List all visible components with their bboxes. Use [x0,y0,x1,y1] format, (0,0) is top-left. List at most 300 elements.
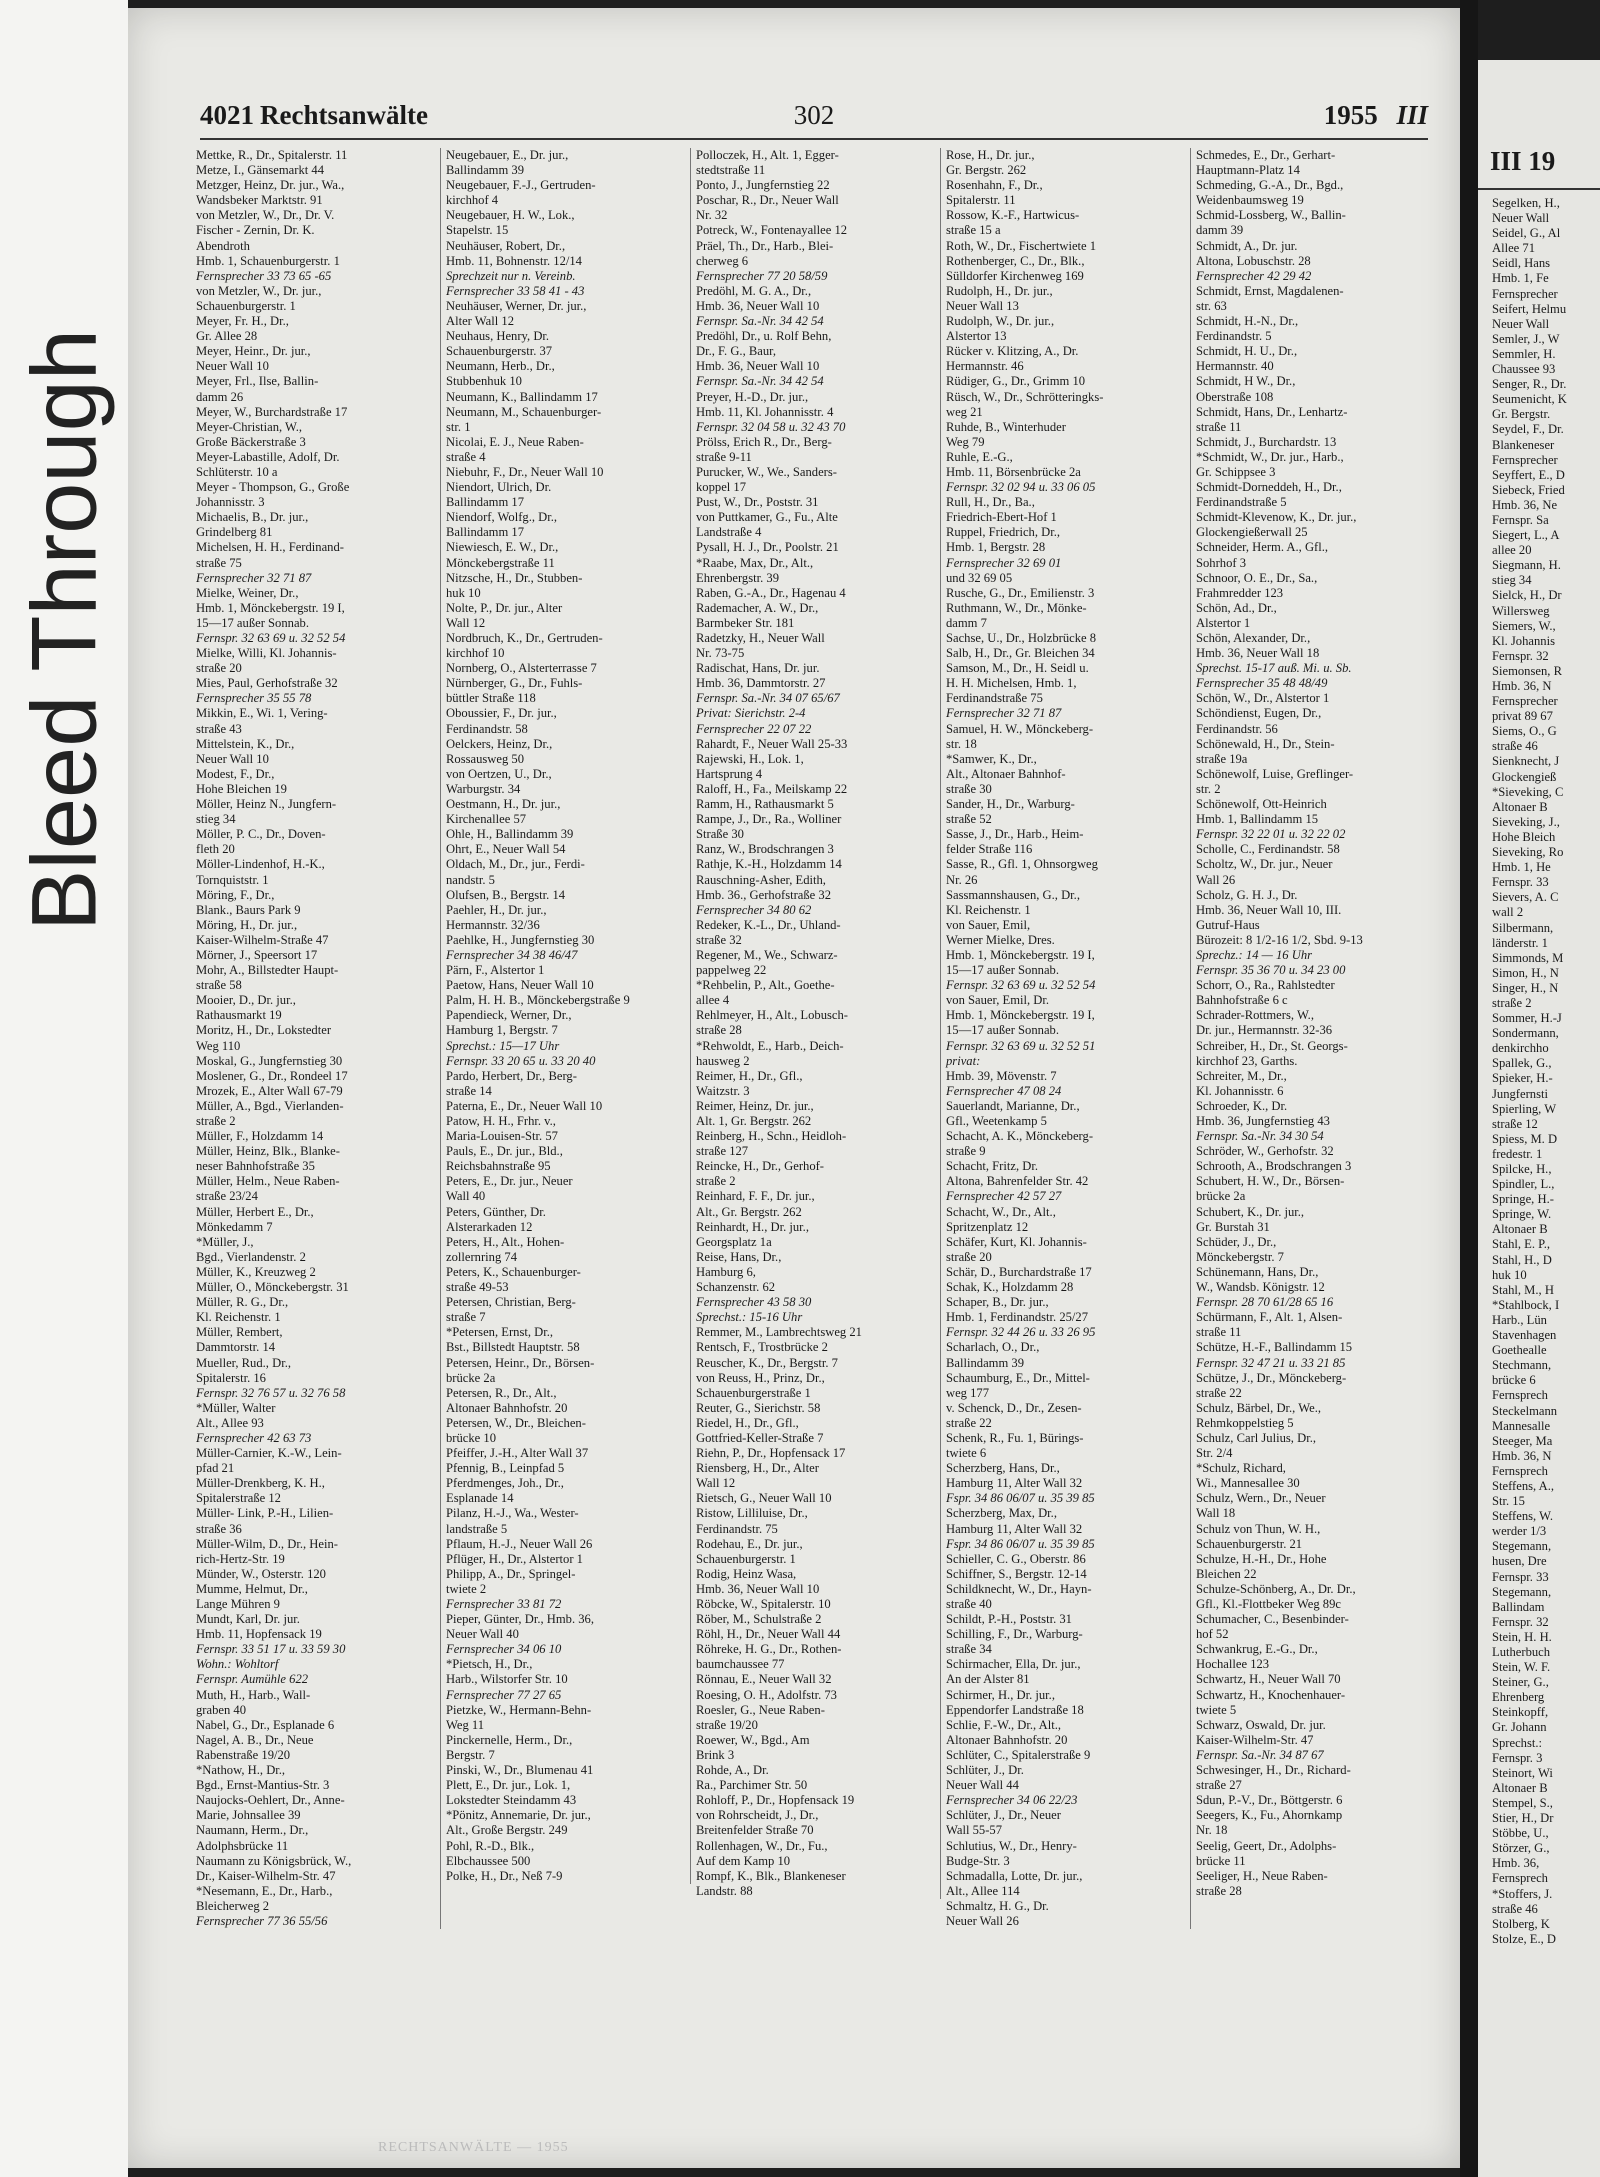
directory-entry [696,873,934,918]
directory-entry [1196,1235,1434,1265]
directory-entry [446,1386,684,1416]
facing-page-line: Neuer Wall [1492,316,1550,331]
entry-detail-line: Sprechst.: 15-16 Uhr [696,1310,803,1325]
entry-detail-line: Friedrich-Ebert-Hof 1 [946,510,1057,525]
entry-detail-line: straße 36 [196,1521,242,1536]
directory-entry [196,706,434,736]
entry-detail-line: Rehmkoppelstieg 5 [1196,1415,1294,1430]
entry-name-line: Ruthmann, W., Dr., Mönke- [946,600,1087,615]
entry-name-line: Schieller, C. G., Oberstr. 86 [946,1551,1086,1566]
entry-name-line: Raben, G.-A., Dr., Hagenau 4 [696,585,846,600]
entry-name-line: Neumann, M., Schauenburger- [446,404,602,419]
directory-entry [696,1129,934,1159]
entry-detail-line: Hmb. 1, Schauenburgerstr. 1 [196,253,340,268]
entry-detail-line: privat: [946,1053,981,1068]
entry-detail-line: nandstr. 5 [446,872,495,887]
directory-entry [696,1189,934,1219]
entry-name-line: Neuhäuser, Robert, Dr., [446,238,566,253]
entry-detail-line: Fernsprecher 32 71 87 [196,570,312,585]
directory-entry [946,1371,1184,1401]
entry-detail-line: Weg 110 [196,1038,241,1053]
directory-entry [946,1129,1184,1159]
entry-name-line: Pinckernelle, Herm., Dr., [446,1732,573,1747]
entry-name-line: Sasse, R., Gfl. 1, Ohnsorgweg [946,857,1098,872]
entry-detail-line: Alt. 1, Gr. Bergstr. 262 [696,1114,812,1128]
directory-entry [446,359,684,389]
directory-entry [1196,691,1434,706]
entry-detail-line: Auf dem Kamp 10 [696,1853,791,1868]
directory-entry [946,631,1184,646]
entry-name-line: Remmer, M., Lambrechtsweg 21 [696,1325,862,1340]
directory-entry [1196,344,1434,374]
directory-entry [196,148,434,163]
entry-detail-line: Landstraße 4 [696,525,762,540]
directory-entry [1196,1340,1434,1370]
entry-detail-line: An der Alster 81 [946,1672,1030,1687]
directory-entry [446,963,684,978]
entry-name-line: Mettke, R., Dr., Spitalerstr. 11 [196,148,348,162]
directory-entry [696,239,934,284]
directory-entry [196,857,434,887]
entry-detail-line: Ehrenbergstr. 39 [696,570,780,585]
directory-entry [196,163,434,178]
directory-entry [1196,1869,1434,1899]
entry-detail-line: huk 10 [446,585,481,600]
directory-entry [196,1582,434,1612]
entry-detail-line: Hermannstr. 40 [1196,359,1274,374]
entry-detail-line: straße 22 [1196,1385,1242,1400]
facing-page-line: Stolze, E., D [1492,1931,1557,1946]
entry-detail-line: Werner Mielke, Dres. [946,932,1055,947]
entry-detail-line: Fernsprecher 42 63 73 [196,1430,312,1445]
directory-entry [946,525,1184,585]
entry-name-line: Rosenhahn, F., Dr., [946,178,1043,193]
entry-detail-line: Lokstedter Steindamm 43 [446,1793,577,1808]
directory-entry [946,1159,1184,1204]
entry-detail-line: Fernspr. 32 47 21 u. 33 21 85 [1196,1355,1346,1370]
entry-name-line: Scholtz, W., Dr. jur., Neuer [1196,857,1333,872]
directory-entry [696,1869,934,1899]
page-header [200,100,1428,140]
directory-entry [946,420,1184,450]
entry-detail-line: Neuer Wall 13 [946,298,1019,313]
directory-entry [946,661,1184,721]
entry-detail-line: Schanzenstr. 62 [696,1280,776,1295]
entry-name-line: Schneider, Herm. A., Gfl., [1196,540,1329,555]
entry-name-line: Mundt, Karl, Dr. jur. [196,1612,300,1627]
directory-entry [446,1506,684,1536]
facing-page-line: Fernsprech [1492,1388,1548,1403]
entry-name-line: Neugebauer, E., Dr. jur., [446,148,569,162]
directory-entry [446,737,684,767]
entry-name-line: Palm, H. H. B., Mönckebergstraße 9 [446,993,630,1008]
directory-entry [446,1144,684,1174]
directory-entry [1196,178,1434,208]
entry-name-line: Nabel, G., Dr., Esplanade 6 [196,1717,335,1732]
directory-entry [946,1763,1184,1808]
directory-entry [696,1039,934,1069]
directory-entry [946,646,1184,661]
directory-entry [446,1205,684,1235]
facing-page-line: Hmb. 36, N [1492,1448,1552,1463]
entry-name-line: Seegers, K., Fu., Ahornkamp [1196,1808,1343,1823]
entry-detail-line: Dr., Kaiser-Wilhelm-Str. 47 [196,1868,336,1883]
entry-name-line: Neugebauer, F.-J., Gertruden- [446,178,596,193]
directory-entry [446,208,684,238]
directory-entry [696,1642,934,1672]
entry-name-line: Schacht, Fritz, Dr. [946,1159,1038,1174]
entry-name-line: Roth, W., Dr., Fischertwiete 1 [946,238,1097,253]
entry-name-line: Nordbruch, K., Dr., Gertruden- [446,631,603,645]
facing-page-line: Semler, J., W [1492,331,1560,346]
entry-name-line: Meyer, W., Burchardstraße 17 [196,404,348,419]
directory-entry [946,1627,1184,1657]
entry-name-line: *Samwer, K., Dr., [946,751,1037,766]
directory-entry [446,1567,684,1612]
facing-page-line: fredestr. 1 [1492,1146,1543,1161]
directory-entry [196,586,434,646]
entry-detail-line: Hmb. 36, Neuer Wall 10, III. [1196,902,1342,917]
directory-entry [946,918,1184,993]
entry-detail-line: Fernspr. 33 20 65 u. 33 20 40 [446,1053,596,1068]
directory-entry [1196,1401,1434,1431]
entry-name-line: Reincke, H., Dr., Gerhof- [696,1159,824,1174]
directory-entry [196,480,434,510]
directory-entry [196,1476,434,1506]
entry-detail-line: Altona, Bahrenfelder Str. 42 [946,1174,1089,1189]
directory-entry [1196,1265,1434,1310]
entry-detail-line: Fernsprecher 33 73 65 -65 [196,268,332,283]
entry-name-line: Rothenberger, C., Dr., Blk., [946,253,1085,268]
directory-entry [196,1506,434,1536]
entry-name-line: Riensberg, H., Dr., Alter [696,1461,819,1476]
entry-name-line: Müller, Heinz, Blk., Blanke- [196,1144,340,1159]
directory-entry [1196,208,1434,238]
entry-name-line: Schwesinger, H., Dr., Richard- [1196,1763,1351,1778]
entry-name-line: Neuhaus, Henry, Dr. [446,329,550,344]
facing-page-line: Siems, O., G [1492,724,1557,739]
entry-detail-line: Hamburg 11, Alter Wall 32 [946,1476,1083,1491]
entry-name-line: Pfeiffer, J.-H., Alter Wall 37 [446,1446,589,1461]
entry-detail-line: Alstertor 13 [946,329,1007,344]
entry-detail-line: Kaiser-Wilhelm-Straße 47 [196,932,329,947]
facing-page-line: Harb., Lün [1492,1312,1547,1327]
facing-page-line: Hohe Bleich [1492,829,1556,844]
directory-entry [946,148,1184,178]
directory-entry [446,148,684,178]
column-3 [696,148,941,1899]
entry-name-line: Schirmacher, Ella, Dr. jur., [946,1657,1081,1672]
directory-entry [1196,1763,1434,1793]
entry-detail-line: straße 40 [946,1597,992,1611]
entry-name-line: Mikkin, E., Wi. 1, Vering- [196,706,328,721]
directory-entry [446,1008,684,1068]
entry-name-line: Müller, A., Bgd., Vierlanden- [196,1098,344,1113]
header-section: Rechtsanwälte [260,100,428,130]
entry-detail-line: Brink 3 [696,1747,735,1762]
directory-entry [696,435,934,465]
entry-name-line: Peters, Günther, Dr. [446,1204,546,1219]
entry-name-line: Radischat, Hans, Dr. jur. [696,661,820,676]
entry-detail-line: Ra., Parchimer Str. 50 [696,1778,808,1793]
entry-name-line: Schumacher, C., Besenbinder- [1196,1612,1349,1627]
entry-detail-line: Tornquiststr. 1 [196,872,269,887]
entry-detail-line: Schauenburgerstr. 1 [696,1551,796,1566]
directory-entry [446,1114,684,1144]
entry-name-line: Mumme, Helmut, Dr., [196,1581,308,1596]
facing-page-line: Spindler, L., [1492,1177,1555,1192]
entry-name-line: Müller, Rembert, [196,1325,283,1340]
entry-detail-line: Fernspr. Sa.-Nr. 34 42 54 [696,374,824,389]
entry-name-line: Moskal, G., Jungfernstieg 30 [196,1053,343,1068]
entry-name-line: Patow, H. H., Frhr. v., [446,1114,556,1128]
entry-detail-line: Fernsprecher 43 58 30 [696,1295,812,1310]
entry-detail-line: straße 19a [1196,751,1248,766]
entry-detail-line: Dr. jur., Hermannstr. 32-36 [1196,1023,1333,1038]
directory-entry [696,1733,934,1763]
facing-page-line: Sprechst.: [1492,1735,1543,1750]
directory-entry [946,208,1184,238]
entry-name-line: Paehlke, H., Jungfernstieg 30 [446,932,595,947]
entry-detail-line: und 32 69 05 [946,570,1013,585]
directory-entry [1196,1371,1434,1401]
entry-detail-line: rich-Hertz-Str. 19 [196,1551,285,1566]
entry-name-line: Reuscher, K., Dr., Bergstr. 7 [696,1355,838,1370]
directory-entry [1196,480,1434,510]
directory-entry [696,1537,934,1567]
directory-entry [446,571,684,601]
directory-entry [696,586,934,601]
entry-name-line: Möring, H., Dr. jur., [196,917,298,932]
directory-entry [196,1099,434,1129]
directory-entry [1196,1461,1434,1491]
entry-detail-line: Fernsprecher 33 58 41 - 43 [446,283,585,298]
entry-detail-line: Neuer Wall 44 [946,1778,1019,1793]
entry-name-line: *Petersen, Ernst, Dr., [446,1325,554,1340]
entry-name-line: Rademacher, A. W., Dr., [696,600,819,615]
entry-name-line: Paehler, H., Dr. jur., [446,902,547,917]
entry-detail-line: damm 39 [1196,223,1244,238]
entry-detail-line: Bürozeit: 8 1/2-16 1/2, Sbd. 9-13 [1196,932,1363,947]
entry-detail-line: Gr. Burstah 31 [1196,1219,1270,1234]
directory-entry [446,435,684,465]
directory-entry [446,601,684,631]
directory-entry [196,737,434,767]
entry-name-line: Rose, H., Dr. jur., [946,148,1035,162]
entry-name-line: Rentsch, F., Trostbrücke 2 [696,1340,828,1355]
entry-detail-line: Fernspr. 32 04 58 u. 32 43 70 [696,419,846,434]
entry-detail-line: Gottfried-Keller-Straße 7 [696,1430,824,1445]
facing-page-line: Singer, H., N [1492,980,1559,995]
directory-entry [1196,405,1434,435]
entry-detail-line: Hmb. 1, Mönckebergstr. 19 I, [946,947,1095,962]
entry-detail-line: straße 49-53 [446,1280,509,1295]
facing-page-line: Seumenicht, K [1492,392,1567,407]
directory-entry [1196,1431,1434,1461]
directory-entry [696,918,934,948]
directory-entry [1196,1688,1434,1718]
entry-name-line: Schmidt, Hans, Dr., Lenhartz- [1196,404,1348,419]
entry-detail-line: Hmb. 36, Dammtorstr. 27 [696,676,826,691]
entry-name-line: Schmidt-Dorneddeh, H., Dr., [1196,480,1342,495]
directory-entry [196,540,434,585]
facing-page-line: werder 1/3 [1492,1524,1547,1539]
entry-name-line: Sdun, P.-V., Dr., Böttgerstr. 6 [1196,1793,1343,1808]
directory-entry [196,1688,434,1718]
entry-detail-line: Spitalerstr. 16 [196,1370,266,1385]
entry-name-line: Schreiter, M., Dr., [1196,1068,1287,1083]
directory-entry [196,676,434,706]
entry-detail-line: Ferdinandstr. 75 [696,1521,778,1536]
facing-page-line: Steinort, Wi [1492,1765,1553,1780]
entry-name-line: Reinhard, F. F., Dr. jur., [696,1189,815,1204]
entry-name-line: Ohrt, E., Neuer Wall 54 [446,842,566,857]
directory-entry [196,1069,434,1084]
entry-name-line: Schüder, J., Dr., [1196,1234,1277,1249]
entry-detail-line: Hmb. 36, Neuer Wall 10 [696,359,820,374]
facing-page-line: straße 46 [1492,1901,1538,1916]
facing-page-line: Altonaer B [1492,799,1548,814]
directory-entry [196,963,434,993]
entry-name-line: Schlie, F.-W., Dr., Alt., [946,1717,1062,1732]
entry-detail-line: Reichsbahnstraße 95 [446,1159,551,1174]
entry-name-line: Mueller, Rud., Dr., [196,1355,291,1370]
directory-entry [946,1461,1184,1506]
entry-name-line: Mielke, Weiner, Dr., [196,585,299,600]
directory-entry [1196,631,1434,691]
entry-name-line: Münder, W., Osterstr. 120 [196,1566,326,1581]
facing-page-line: Spieker, H.- [1492,1071,1553,1086]
directory-entry [696,329,934,389]
entry-detail-line: Ferdinandstr. 5 [1196,329,1272,344]
directory-entry [696,1069,934,1099]
facing-page-line: Fernsprecher [1492,452,1558,467]
entry-name-line: Roesler, G., Neue Raben- [696,1702,825,1717]
directory-entry [196,918,434,948]
entry-name-line: Schlüter, J., Dr. [946,1763,1024,1778]
entry-name-line: von Reuss, H., Prinz, Dr., [696,1370,825,1385]
facing-page-line: Seidl, Hans [1492,256,1551,271]
directory-entry [946,1295,1184,1340]
entry-detail-line: Nr. 18 [1196,1823,1228,1838]
directory-entry [1196,842,1434,857]
facing-page-line: Spierling, W [1492,1101,1557,1116]
directory-entry [196,797,434,827]
entry-detail-line: weg 177 [946,1385,990,1400]
entry-name-line: Möller, P. C., Dr., Doven- [196,827,326,842]
entry-detail-line: Warburgstr. 34 [446,781,521,796]
facing-page-line: denkirchho [1492,1041,1549,1056]
directory-entry [696,978,934,1008]
directory-entry [696,737,934,752]
entry-name-line: Scherzberg, Max, Dr., [946,1506,1057,1521]
entry-name-line: Radetzky, H., Neuer Wall [696,631,825,645]
entry-name-line: Samson, M., Dr., H. Seidl u. [946,661,1089,676]
directory-entry [196,1612,434,1687]
directory-entry [1196,978,1434,1008]
directory-entry [696,148,934,178]
directory-entry [946,1808,1184,1838]
entry-name-line: Rohde, A., Dr. [696,1763,769,1778]
entry-detail-line: Frahmredder 123 [1196,585,1284,600]
entry-detail-line: Ferdinandstraße 75 [946,691,1043,706]
entry-detail-line: baumchaussee 77 [696,1657,785,1672]
entry-detail-line: Fernspr. Sa.-Nr. 34 42 54 [696,314,824,329]
directory-entry [946,1718,1184,1748]
entry-detail-line: twiete 6 [946,1446,987,1461]
facing-page-line: privat 89 67 [1492,709,1553,724]
entry-detail-line: Hmb. 1, Mönckebergstr. 19 I, [946,1008,1095,1023]
directory-entry [446,1476,684,1506]
directory-entry [196,1265,434,1280]
facing-page-line: straße 46 [1492,739,1538,754]
entry-name-line: Möller, Heinz N., Jungfern- [196,797,337,812]
entry-detail-line: straße 28 [1196,1883,1242,1898]
directory-entry [446,1808,684,1838]
entry-name-line: Schlüter, J., Dr., Neuer [946,1808,1061,1823]
facing-page-line: Stechmann, [1492,1358,1552,1373]
entry-name-line: Müller, K., Kreuzweg 2 [196,1264,316,1279]
entry-name-line: Schenk, R., Fu. 1, Bürings- [946,1430,1084,1445]
directory-entry [696,1567,934,1597]
entry-detail-line: Fernspr. 33 51 17 u. 33 59 30 [196,1642,346,1657]
entry-name-line: Röhl, H., Dr., Neuer Wall 44 [696,1627,841,1642]
facing-page-line: Störzer, G., [1492,1841,1550,1856]
facing-page-line: Fernspr. 32 [1492,648,1549,663]
facing-page-line: Steffens, A., [1492,1478,1555,1493]
directory-entry [1196,767,1434,797]
directory-entry [696,556,934,586]
directory-entry [946,1839,1184,1869]
facing-page-line: Stempel, S., [1492,1795,1553,1810]
directory-entry [1196,1174,1434,1204]
entry-name-line: Schmidt, H W., Dr., [1196,374,1296,389]
entry-name-line: Rodehau, E., Dr. jur., [696,1536,803,1551]
entry-name-line: Schmidt, Ernst, Magdalenen- [1196,283,1344,298]
directory-entry [696,842,934,857]
directory-entry [696,1793,934,1808]
entry-detail-line: Eppendorfer Landstraße 18 [946,1702,1084,1717]
entry-detail-line: straße 4 [446,449,486,464]
facing-page-line: Stein, H. H. [1492,1629,1552,1644]
directory-entry [946,1235,1184,1265]
facing-page-line: Blankeneser [1492,437,1555,452]
entry-name-line: Rudolph, W., Dr. jur., [946,314,1055,329]
directory-entry [196,1054,434,1069]
directory-entry [196,948,434,963]
directory-entry [446,1612,684,1657]
entry-detail-line: zollernring 74 [446,1249,517,1264]
entry-detail-line: Weg 79 [946,434,985,449]
directory-entry [196,314,434,344]
facing-page-line: Fernsprech [1492,1463,1548,1478]
entry-detail-line: kirchhof 4 [446,193,499,208]
entry-name-line: von Sauer, Emil, [946,917,1031,932]
entry-name-line: Pflüger, H., Dr., Alstertor 1 [446,1551,583,1566]
entry-detail-line: Rathausmarkt 19 [196,1008,282,1023]
entry-name-line: Meyer, Frl., Ilse, Ballin- [196,374,319,389]
directory-entry [446,706,684,736]
entry-name-line: Oestmann, H., Dr. jur., [446,797,561,812]
entry-name-line: Schwartz, H., Neuer Wall 70 [1196,1672,1341,1687]
facing-page-line: husen, Dre [1492,1554,1547,1569]
facing-page-line: straße 2 [1492,995,1532,1010]
entry-name-line: Müller, Herbert E., Dr., [196,1204,314,1219]
header-page-number: 302 [793,100,835,130]
directory-entry [1196,797,1434,842]
directory-entry [196,1205,434,1235]
directory-entry [696,510,934,540]
